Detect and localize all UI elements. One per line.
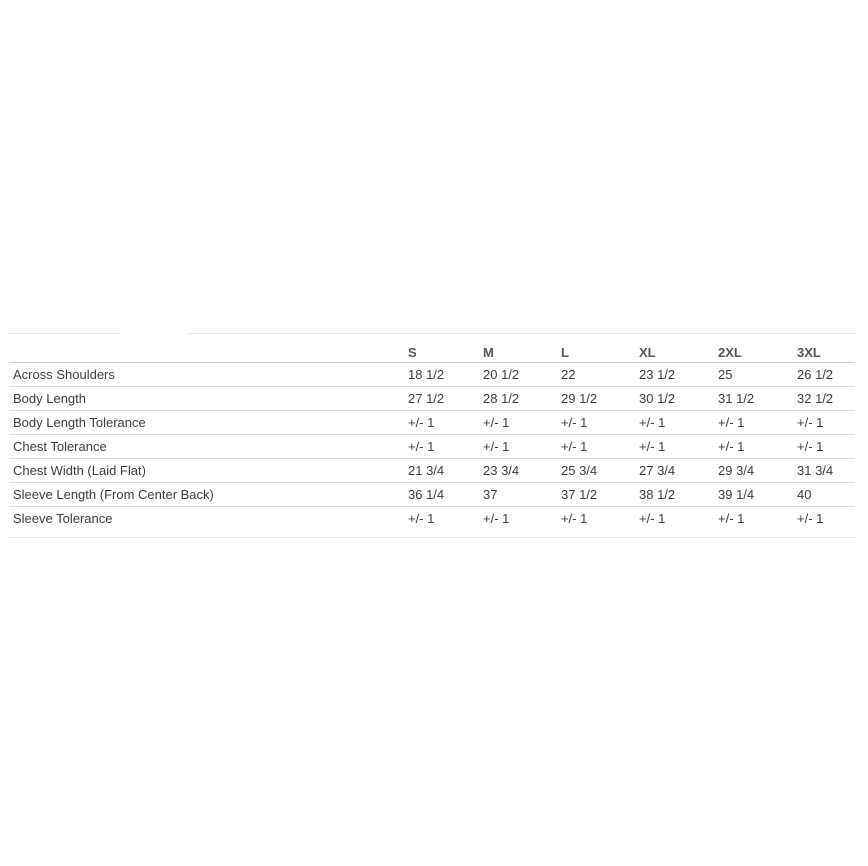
cell-xl: 23 1/2	[635, 363, 714, 387]
header-row	[9, 342, 855, 363]
cell-s: +/- 1	[404, 435, 479, 459]
cell-2xl: 39 1/4	[714, 483, 793, 507]
table-row	[9, 483, 855, 507]
cell-xl: 27 3/4	[635, 459, 714, 483]
row-label: Sleeve Tolerance	[13, 510, 113, 526]
table-row	[9, 435, 855, 459]
table-row	[9, 387, 855, 411]
top-divider	[9, 333, 855, 335]
cell-3xl: +/- 1	[793, 435, 855, 459]
size-chart-body	[9, 363, 855, 530]
cell-3xl: +/- 1	[797, 510, 824, 526]
cell-l: +/- 1	[557, 411, 635, 435]
header-size-m: M	[479, 342, 557, 363]
row-label: Across Shoulders	[9, 363, 404, 387]
cell-2xl: 31 1/2	[714, 387, 793, 411]
cell-s: +/- 1	[404, 411, 479, 435]
cell-s: +/- 1	[408, 510, 435, 526]
cell-m: +/- 1	[479, 435, 557, 459]
cell-l: 37 1/2	[557, 483, 635, 507]
row-label: Chest Tolerance	[9, 435, 404, 459]
cell-s: 18 1/2	[404, 363, 479, 387]
cell-3xl: 32 1/2	[793, 387, 855, 411]
cell-2xl: +/- 1	[714, 435, 793, 459]
cell-s: 21 3/4	[404, 459, 479, 483]
cell-s: 27 1/2	[404, 387, 479, 411]
cell-2xl: +/- 1	[714, 411, 793, 435]
cell-s: 36 1/4	[404, 483, 479, 507]
cell-xl: +/- 1	[639, 510, 666, 526]
cell-3xl: 31 3/4	[793, 459, 855, 483]
cell-3xl: +/- 1	[793, 411, 855, 435]
header-size-3xl: 3XL	[793, 342, 855, 363]
cell-l: 29 1/2	[557, 387, 635, 411]
cell-xl: +/- 1	[635, 411, 714, 435]
cell-m: 20 1/2	[479, 363, 557, 387]
cell-l: +/- 1	[561, 510, 588, 526]
size-chart-header	[9, 342, 855, 363]
table-row	[9, 411, 855, 435]
header-size-l: L	[557, 342, 635, 363]
size-chart	[9, 333, 855, 538]
cell-xl: 38 1/2	[635, 483, 714, 507]
row-label: Body Length Tolerance	[9, 411, 404, 435]
cell-m: 28 1/2	[479, 387, 557, 411]
cell-2xl: 29 3/4	[714, 459, 793, 483]
size-chart-table	[9, 342, 855, 529]
table-row	[9, 459, 855, 483]
table-row	[9, 363, 855, 387]
row-label: Sleeve Length (From Center Back)	[9, 483, 404, 507]
top-divider-right	[187, 333, 855, 334]
header-size-2xl: 2XL	[714, 342, 793, 363]
header-size-s: S	[404, 342, 479, 363]
cell-l: 25 3/4	[557, 459, 635, 483]
cell-2xl: +/- 1	[718, 510, 745, 526]
cell-m: 23 3/4	[479, 459, 557, 483]
cell-3xl: 40	[793, 483, 855, 507]
cell-m: 37	[479, 483, 557, 507]
header-measurement	[9, 342, 404, 363]
row-label: Body Length	[9, 387, 404, 411]
header-size-xl: XL	[635, 342, 714, 363]
row-label: Chest Width (Laid Flat)	[9, 459, 404, 483]
cell-2xl: 25	[714, 363, 793, 387]
cell-l: 22	[557, 363, 635, 387]
cell-l: +/- 1	[557, 435, 635, 459]
cell-m: +/- 1	[479, 411, 557, 435]
top-divider-left	[9, 333, 119, 334]
cell-xl: +/- 1	[635, 435, 714, 459]
bottom-divider	[9, 537, 855, 538]
table-row	[9, 507, 855, 530]
cell-xl: 30 1/2	[635, 387, 714, 411]
cell-3xl: 26 1/2	[793, 363, 855, 387]
cell-m: +/- 1	[483, 510, 510, 526]
